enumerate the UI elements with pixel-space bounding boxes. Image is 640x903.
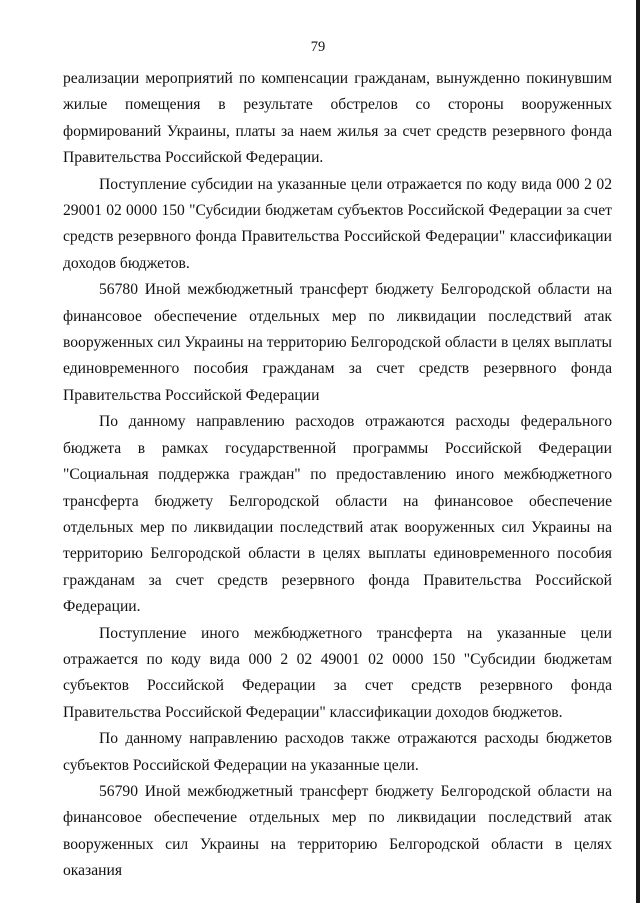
paragraph-regional-expenses: По данному направлению расходов также отражаются расходы бюджетов субъектов Российской Федерации на указанные цели. xyxy=(63,730,612,774)
paragraph-continuation: реализации мероприятий по компенсации гражданам, вынужденно покинувшим жилые помещения в результате обстрелов со стороны вооруженных формирований Украины, платы за наем жилья за счет средств резервного фонда Правительства Российской Федерации. xyxy=(63,70,612,167)
paragraph-transfer-income-code: Поступление иного межбюджетного трансферта на указанные цели отражается по коду вида 000 2 02 49001 02 0000 150 "Субсидии бюджетам субъектов Российской Федерации за счет средств резервного фонда Правительства Российской Федерации" классификации доходов бюджетов. xyxy=(63,624,612,721)
paragraph-56790-heading: 56790 Иной межбюджетный трансферт бюджету Белгородской области на финансовое обеспечение отдельных мер по ликвидации последствий атак вооруженных сил Украины на территорию Белгородской области в целях оказания xyxy=(63,782,612,880)
page-number: 79 xyxy=(310,39,326,55)
paragraph-subsidy-income-code: Поступление субсидии на указанные цели отражается по коду вида 000 2 02 29001 02 0000 150 "Субсидии бюджетам субъектов Российской Федерации за счет средств резервного фонда Правительства Российской Федерации" классификации доходов бюджетов. xyxy=(63,175,612,272)
document-body xyxy=(63,66,612,885)
paragraph-56780-expenses: По данному направлению расходов отражаются расходы федерального бюджета в рамках государственной программы Российской Федерации "Социальная поддержка граждан" по предоставлению иного межбюджетного трансферта бюджету Белгородской области на финансовое обеспечение отдельных мер по ликвидации последствий атак вооруженных сил Украины на территорию Белгородской области в целях выплаты единовременного пособия гражданам за счет средств резервного фонда Правительства Российской Федерации. xyxy=(63,413,612,616)
paragraph-56780-heading: 56780 Иной межбюджетный трансферт бюджету Белгородской области на финансовое обеспечение отдельных мер по ликвидации последствий атак вооруженных сил Украины на территорию Белгородской области в целях выплаты единовременного пособия гражданам за счет средств резервного фонда Правительства Российской Федерации xyxy=(63,281,612,404)
